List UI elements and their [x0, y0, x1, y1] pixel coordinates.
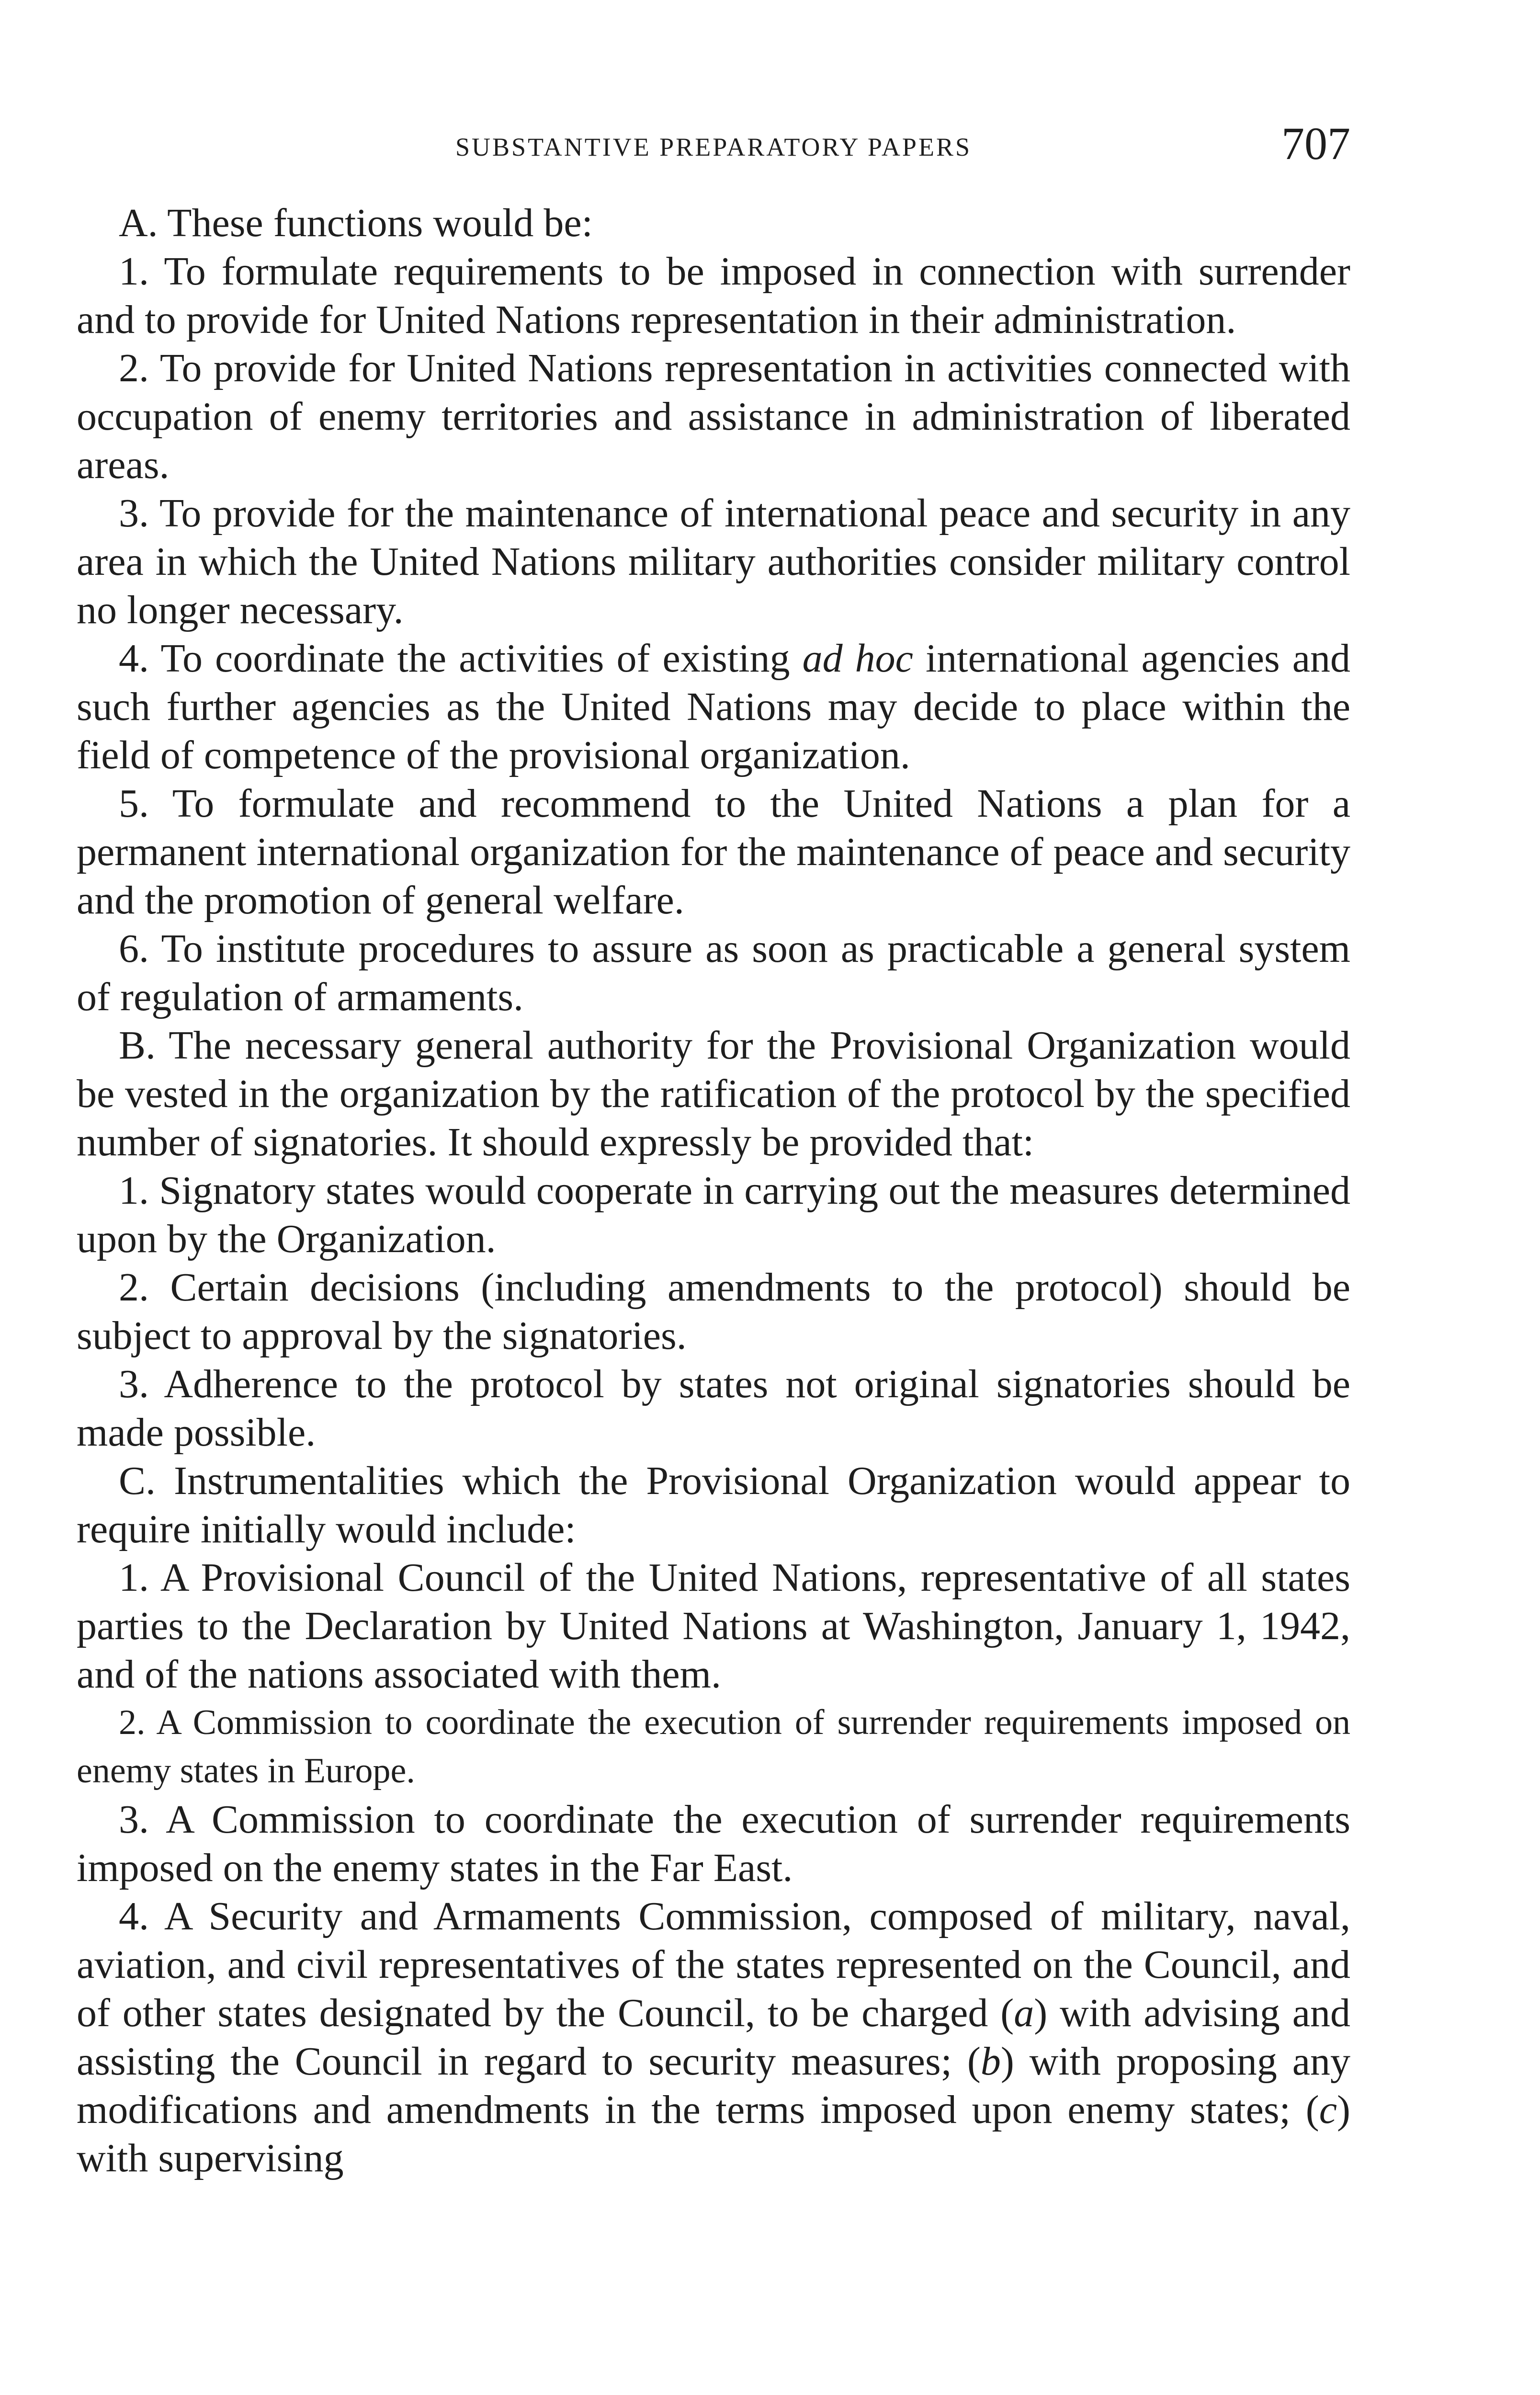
paragraph-item: 1. Signatory states would cooperate in carrying out the measures determined upon by the Organization.	[77, 1168, 1350, 1261]
paragraph-item: 3. To provide for the maintenance of international peace and security in any area in which the United Nations military authorities consider military control no longer necessary.	[77, 491, 1350, 632]
italic-letter: a	[1014, 1991, 1034, 2035]
paragraph-item	[77, 1892, 1350, 2182]
italic-letter: c	[1319, 2087, 1337, 2132]
running-head	[77, 115, 1350, 182]
running-title: SUBSTANTIVE PREPARATORY PAPERS	[455, 133, 972, 161]
text-run: 4. A Security and Armaments Commission, composed of military, naval, aviation, and civil representatives of the states represented on the Council, and of other states designated by the Council, to be charged (	[77, 1894, 1350, 2035]
paragraph-item: 1. To formulate requirements to be imposed in connection with surrender and to provide for United Nations representation in their administration.	[77, 249, 1350, 342]
paragraph-item: 3. Adherence to the protocol by states not original signatories should be made possible.	[77, 1362, 1350, 1455]
italic-term: ad hoc	[802, 636, 913, 681]
paragraph-authority: B. The necessary general authority for the Provisional Organization would be vested in the organization by the ratification of the protocol by the specified number of signatories. It should expressly be provided that:	[77, 1023, 1350, 1164]
paragraph-item: 2. To provide for United Nations representation in activities connected with occupation of enemy territories and assistance in administration of liberated areas.	[77, 346, 1350, 487]
paragraph-item: 2. A Commission to coordinate the execution of surrender requirements imposed on enemy states in Europe.	[77, 1703, 1350, 1791]
text-run: ) with supervising	[77, 2087, 1350, 2180]
paragraph-item: 3. A Commission to coordinate the execution of surrender requirements imposed on the enemy states in the Far East.	[77, 1797, 1350, 1890]
paragraph-functions-intro: A. These functions would be:	[119, 201, 593, 245]
text-run: ) with proposing any modifications and amendments in the terms imposed upon enemy states; (	[77, 2039, 1350, 2132]
italic-letter: b	[980, 2039, 1001, 2084]
body-text	[77, 199, 1350, 2182]
paragraph-item	[77, 634, 1350, 779]
text-run: international agencies and such further agencies as the United Nations may decide to place within the field of competence of the provisional organization.	[77, 636, 1350, 777]
text-run: ) with advising and assisting the Council in regard to security measures; (	[77, 1991, 1350, 2084]
page-number: 707	[1281, 118, 1350, 169]
paragraph-instrumentalities: C. Instrumentalities which the Provisional Organization would appear to require initially would include:	[77, 1459, 1350, 1551]
paragraph-item: 2. Certain decisions (including amendments to the protocol) should be subject to approval by the signatories.	[77, 1265, 1350, 1358]
text-run: 4. To coordinate the activities of existing	[119, 636, 803, 681]
paragraph-item: 1. A Provisional Council of the United Nations, representative of all states parties to the Declaration by United Nations at Washington, January 1, 1942, and of the nations associated with them.	[77, 1555, 1350, 1697]
paragraph-item: 6. To institute procedures to assure as soon as practicable a general system of regulation of armaments.	[77, 926, 1350, 1019]
paragraph-item: 5. To formulate and recommend to the United Nations a plan for a permanent international organization for the maintenance of peace and security and the promotion of general welfare.	[77, 781, 1350, 923]
